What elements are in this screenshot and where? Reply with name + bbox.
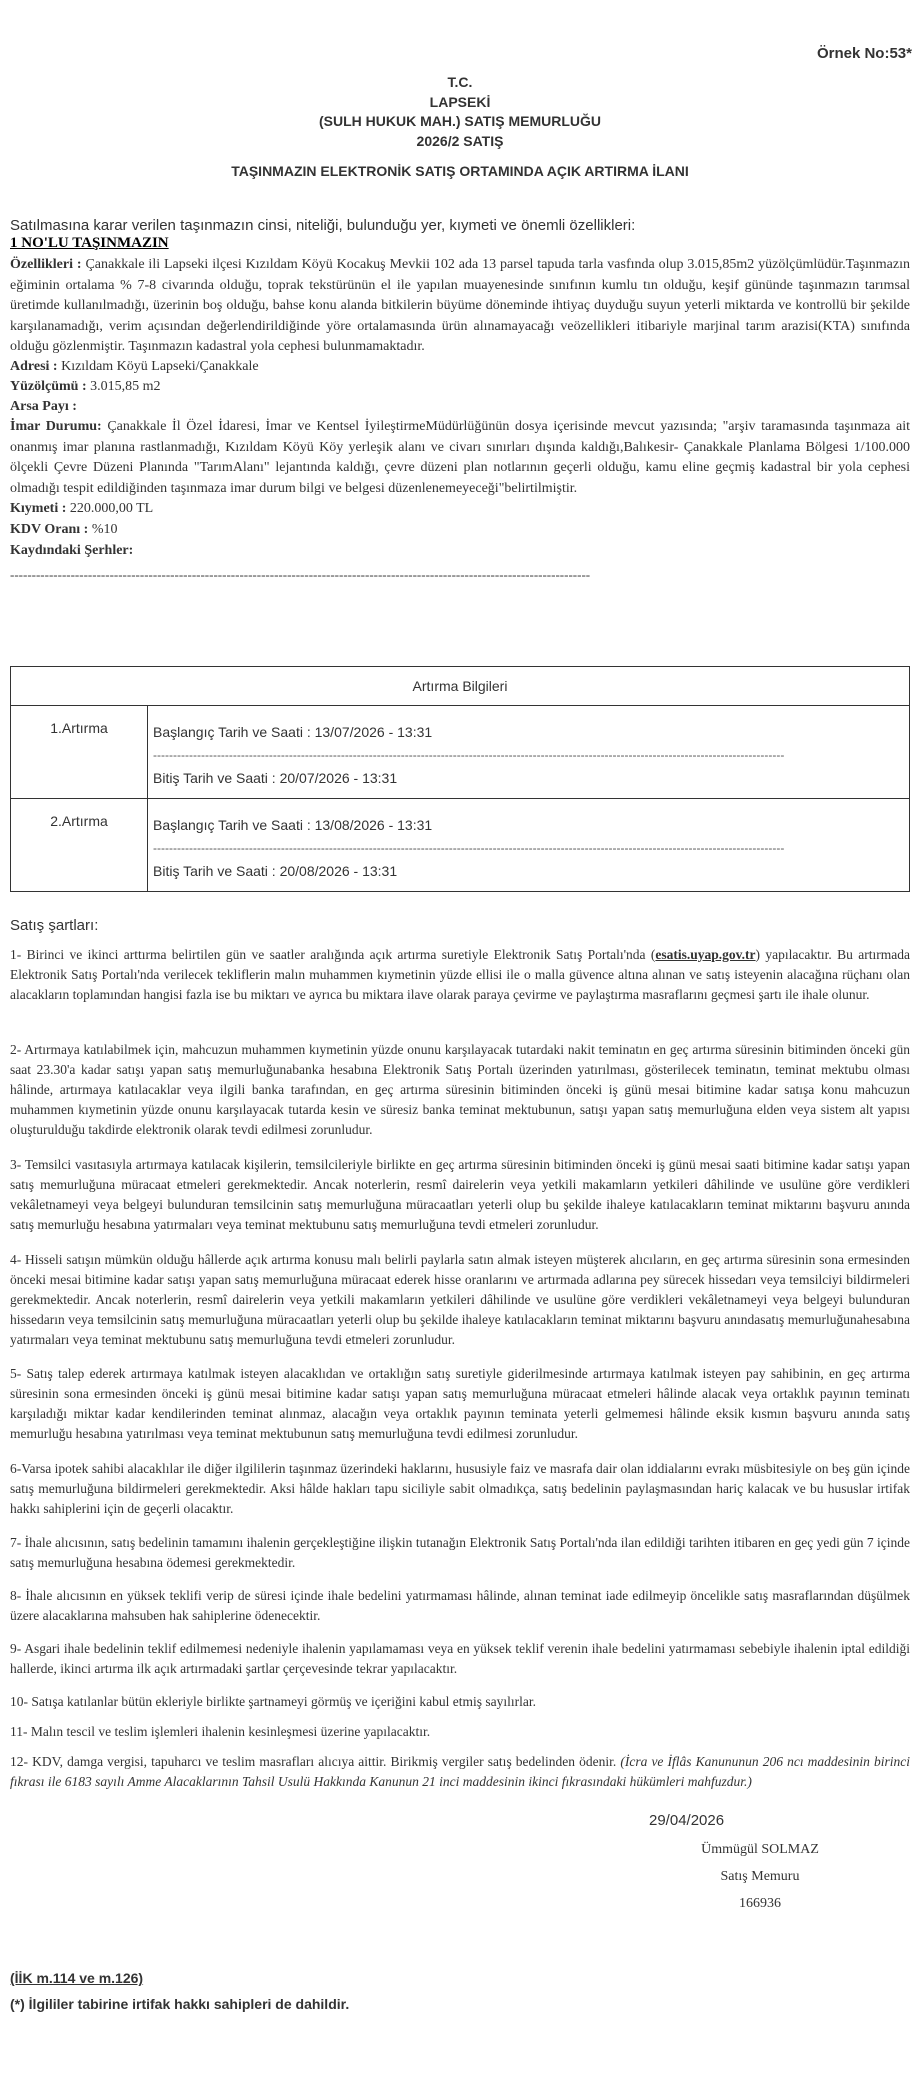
auction-2-start: Başlangıç Tarih ve Saati : 13/08/2026 - 13:31 — [153, 817, 433, 833]
property-zoning — [10, 417, 910, 499]
signature-date: 29/04/2026 — [649, 1812, 725, 1829]
area-value: 3.015,85 m2 — [90, 379, 161, 394]
condition-8: 8- İhale alıcısının en yüksek teklifi verip de süresi içinde ihale bedelini yatırmaması hâlinde, alınan teminat iade edilmeyip öncelikle satış masraflarından düşülmek üzere alacaklarına mahsuben hak sahiplerine ödenecektir. — [10, 1588, 910, 1623]
auction-table-title: Artırma Bilgileri — [11, 667, 910, 706]
property-annotations — [10, 541, 910, 562]
header-tc: T.C. — [447, 74, 473, 90]
condition-12 — [10, 1752, 910, 1792]
condition-1-start: 1- Birinci ve ikinci arttırma belirtilen gün ve saatler aralığında açık artırma suretiyle Elektronik Satış Portalı'nda ( — [10, 947, 656, 962]
area-label: Yüzölçümü : — [10, 379, 87, 394]
features-label: Özellikleri : — [10, 257, 82, 272]
signer-title: Satış Memuru — [720, 1869, 800, 1884]
property-features — [10, 255, 910, 358]
vat-label: KDV Oranı : — [10, 522, 89, 537]
condition-1-end: ) yapılacaktır. Bu artırmada Elektronik Satış Portalı'nda verilecek tekliflerin malın muhammen kıymetinin yüzde ellisi ile o malla güvence altına alınan ve satış isteyenin alacağına rüçhanı olan alacakların toplamından hangisi fazla ise bu miktarı ve ayrıca bu miktara ilave olarak paraya çevirme ve paylaştırma masraflarını geçmesi şartı ile ihale olunur. — [10, 947, 910, 1002]
condition-4: 4- Hisseli satışın mümkün olduğu hâllerde açık artırma konusu malı belirli paylarla satın almak isteyen müşterek alıcıların, en geç artırma süresinin sona ermesinden önceki mesai bitimine kadar satışı yapan satış memurluğuna müracaat ederek hisse oranlarını ve artırmada adlarına pey sürecek hissedarı veya temsilciyi bildirmeleri gerekmektedir. Ancak noterlerin, resmî dairelerin veya yetkili makamların yetkileri dâhilinde ve usulüne göre verdikleri vekâletnameyi veya belgeyi bulunduran hissedarın veya temsilcinin satış memurluğuna müracaatları yeterli olup bu şekilde ihaleye katılacakların teminat miktarını başvuru anındasatış memurluğunahesabına yatırmaları veya teminat mektubunu satış memurluğuna tevdi etmeleri zorunludur. — [10, 1252, 910, 1347]
condition-5: 5- Satış talep ederek artırmaya katılmak isteyen alacaklıdan ve ortaklığın satış suretiyle giderilmesinde artırmaya katılmak isteyen pay sahibinin, en geç artırma süresinin sona ermesinden önceki iş günü mesai bitimine kadar satışı yapan satış memurluğuna müracaat etmeleri hâlinde alacak veya ortaklık payının teminatı karşıladığı miktar kadar kendilerinden teminat alınmaz, alacağın veya ortaklık payının teminata yeterli gelmemesi hâlinde eksik kısmın başvuru anında satış memurluğu hesabına yatırılması veya teminat mektubunun satış memurluğuna tevdi edilmesi zorunludur. — [10, 1366, 910, 1441]
condition-11: 11- Malın tescil ve teslim işlemleri ihalenin kesinleşmesi üzerine yapılacaktır. — [10, 1724, 431, 1739]
condition-1 — [10, 945, 910, 1005]
law-reference: (İİK m.114 ve m.126) — [10, 1970, 144, 1986]
address-value: Kızıldam Köyü Lapseki/Çanakkale — [61, 359, 259, 374]
conditions-title: Satış şartları: — [10, 917, 99, 934]
auction-2-dates — [148, 799, 910, 892]
vat-value: %10 — [91, 522, 118, 537]
value-amount: 220.000,00 TL — [69, 501, 154, 516]
signer-number: 166936 — [739, 1896, 781, 1911]
features-text: Çanakkale ili Lapseki ilçesi Kızıldam Köyü Kocakuş Mevkii 102 ada 13 parsel tapuda tarla vasfında olup 3.015,85m2 yüzölçümlüdür.Taşınmazın eğiminin ortalama % 7-8 civarında olduğu, toprak tekstürünün el ile yapılan muayenesinde sınıfının kumlu tın olduğu, keşif gününde taşınmazın tarımsal üretimde kullanılmadığı, üzerinin boş olduğu, bahse konu alanda bitkilerin büyüme döneminde ihtiyaç duyduğu suyun yeterli miktarda ve kontrollü bir şekilde karşılanamadığı, verim açısından değerlendirildiğinde yöre ortalamasında ürün alınamayacağı veözellikleri itibariyle marjinal tarım arazisi(KTA) sınıfında olduğu gözlenmiştir. Taşınmazın kadastral yola cephesi bulunmamaktadır. — [10, 257, 910, 354]
property-value — [10, 499, 910, 520]
auction-1-end: Bitiş Tarih ve Saati : 20/07/2026 - 13:31 — [153, 770, 398, 786]
annotations-label: Kaydındaki Şerhler: — [10, 543, 134, 558]
auction-1-separator: -------------------------------------------------------------------------------------------------------------------------------------------------------------- — [153, 748, 785, 762]
land-share-label: Arsa Payı : — [10, 399, 77, 414]
table-row — [11, 706, 910, 799]
header-city: LAPSEKİ — [429, 93, 491, 110]
property-vat — [10, 520, 910, 541]
condition-3: 3- Temsilci vasıtasıyla artırmaya katılacak kişilerin, temsilcileriyle birlikte en geç artırma süresinin bitiminden önceki iş günü mesai saati bitimine kadar satışı yapan satış memurluğuna müracaat etmeleri gerekmektedir. Ancak noterlerin, resmî dairelerin veya yetkili makamların yetkileri dâhilinde ve usulüne göre verdikleri vekâletnameyi veya belgeyi bulunduran temsilcinin satış memurluğuna müracaatları yeterli olup bu şekilde ihaleye katılacakların teminat miktarını başvuru anında satış memurluğu hesabına yatırmaları veya teminat mektubunu satış memurluğuna tevdi etmeleri zorunludur. — [10, 1157, 910, 1232]
condition-10: 10- Satışa katılanlar bütün ekleriyle birlikte şartnameyi görmüş ve içeriğini kabul etmiş sayılırlar. — [10, 1694, 536, 1709]
condition-9: 9- Asgari ihale bedelinin teklif edilmemesi nedeniyle ihalenin yapılamaması veya en yüksek teklif verenin ihale bedelini yatırmaması sebebiyle ihalenin iptal edildiği hallerde, ikinci artırma ilk açık artırmadaki şartlar çerçevesinde tekrar yapılacaktır. — [10, 1641, 910, 1676]
condition-2: 2- Artırmaya katılabilmek için, mahcuzun muhammen kıymetinin yüzde onunu karşılayacak tutardaki nakit teminatın en geç artırma süresinin bitiminden önceki gün saat 23.30'a kadar satışı yapan satış memurluğunabanka hesabına Elektronik Satış Portalı üzerinden yatırılması, gösterilecek teminatın, teminat mektubu olması hâlinde, artırmaya katılacaklar veya ilgili banka tarafından, en geç artırma süresinin bitiminden önceki iş günü mesai bitimine kadar satışa konu mahcuzun muhammen kıymetinin yüzde onunu karşılayacak tutarda kesin ve süresiz banka teminat mektubunun, satışı yapan satış memurluğuna elden veya sistem alt yapısı oluşturulduğu takdirde elektronik olarak tevdi edilmesi zorunludur. — [10, 1042, 910, 1137]
condition-12-legal-note: (İcra ve İflâs Kanununun 206 ncı maddesinin birinci fıkrası ile 6183 sayılı Amme Alacaklarının Tahsil Usulü Hakkında Kanunun 21 inci maddesinin ikinci fıkrasındaki hükümleri mahfuzdur.) — [10, 1754, 911, 1789]
auction-2-label: 2.Artırma — [11, 799, 148, 892]
document-title: TAŞINMAZIN ELEKTRONİK SATIŞ ORTAMINDA AÇIK ARTIRMA İLANI — [231, 163, 689, 179]
property-address — [10, 357, 910, 378]
auction-table — [10, 666, 910, 892]
auction-1-start: Başlangıç Tarih ve Saati : 13/07/2026 - 13:31 — [153, 724, 433, 740]
zoning-text: Çanakkale İl Özel İdaresi, İmar ve Kentsel İyileştirmeMüdürlüğünün dosya içerisinde mevcut yazısında; "arşiv taramasında taşınmaza ait onanmış imar planına rastlanmadığı, Kızıldam Köyü Köy yerleşik alanı ve civarı sınırları dışında kaldığı,Balıkesir- Çanakkale Planlama Bölgesi 1/100.000 ölçekli Çevre Düzeni Planında "TarımAlanı" lejantında kaldığı, çevre düzeni plan notlarının geçerli olduğu, kamu eline geçmiş kadastral bir yola cephesi olmadığı tespit edildiğinden taşınmaza imar durum bilgi ve belgesi düzenlenemeyeceği"belirtilmiştir. — [10, 419, 910, 496]
property-heading: 1 NO'LU TAŞINMAZIN — [10, 235, 169, 251]
zoning-label: İmar Durumu: — [10, 419, 102, 434]
auction-2-end: Bitiş Tarih ve Saati : 20/08/2026 - 13:31 — [153, 863, 398, 879]
signer-name: Ümmügül SOLMAZ — [701, 1842, 819, 1857]
property-land-share — [10, 397, 910, 418]
esatis-link[interactable]: esatis.uyap.gov.tr — [655, 947, 756, 962]
auction-2-separator: -------------------------------------------------------------------------------------------------------------------------------------------------------------- — [153, 841, 785, 855]
document-header — [0, 73, 920, 151]
property-area — [10, 377, 910, 398]
header-file-number: 2026/2 SATIŞ — [416, 132, 504, 149]
auction-1-label: 1.Artırma — [11, 706, 148, 799]
header-office: (SULH HUKUK MAH.) SATIŞ MEMURLUĞU — [318, 113, 602, 129]
condition-6: 6-Varsa ipotek sahibi alacaklılar ile diğer ilgililerin taşınmaz üzerindeki haklarını, hususiyle faiz ve masrafa dair olan iddialarını evrakı müsbitesiyle on beş gün içinde satış memurluğuna bildirmeleri gerekmektedir. Aksi hâlde hakları tapu siciliyle sabit olmadıkça, satış bedelinin paylaşmasından hariç kalacak ve bu hususlar irtifak hakkı sahiplerini için de geçerli olacaktır. — [10, 1461, 910, 1516]
intro-text: Satılmasına karar verilen taşınmazın cinsi, niteliği, bulunduğu yer, kıymeti ve önemli özellikleri: — [10, 217, 636, 234]
table-row — [11, 799, 910, 892]
condition-12-text: 12- KDV, damga vergisi, tapuharcı ve teslim masrafları alıcıya aittir. Birikmiş vergiler satış bedelinden ödenir. — [10, 1754, 617, 1769]
value-label: Kıymeti : — [10, 501, 67, 516]
auction-1-dates — [148, 706, 910, 799]
ornek-number: Örnek No:53* — [816, 45, 912, 62]
address-label: Adresi : — [10, 359, 58, 374]
property-separator: -------------------------------------------------------------------------------------------------------------------------------------- — [10, 567, 591, 582]
condition-7: 7- İhale alıcısının, satış bedelinin tamamını ihalenin gerçekleştiğine ilişkin tutanağın Elektronik Satış Portalı'nda ilan edildiği tarihten itibaren en geç yedi gün 7 içinde satış memurluğuna hesabına ödemesi gerekmektedir. — [10, 1535, 910, 1570]
signature-block — [660, 1836, 860, 1917]
auction-table-header — [11, 667, 910, 706]
footnote: (*) İlgililer tabirine irtifak hakkı sahipleri de dahildir. — [10, 1996, 350, 2012]
